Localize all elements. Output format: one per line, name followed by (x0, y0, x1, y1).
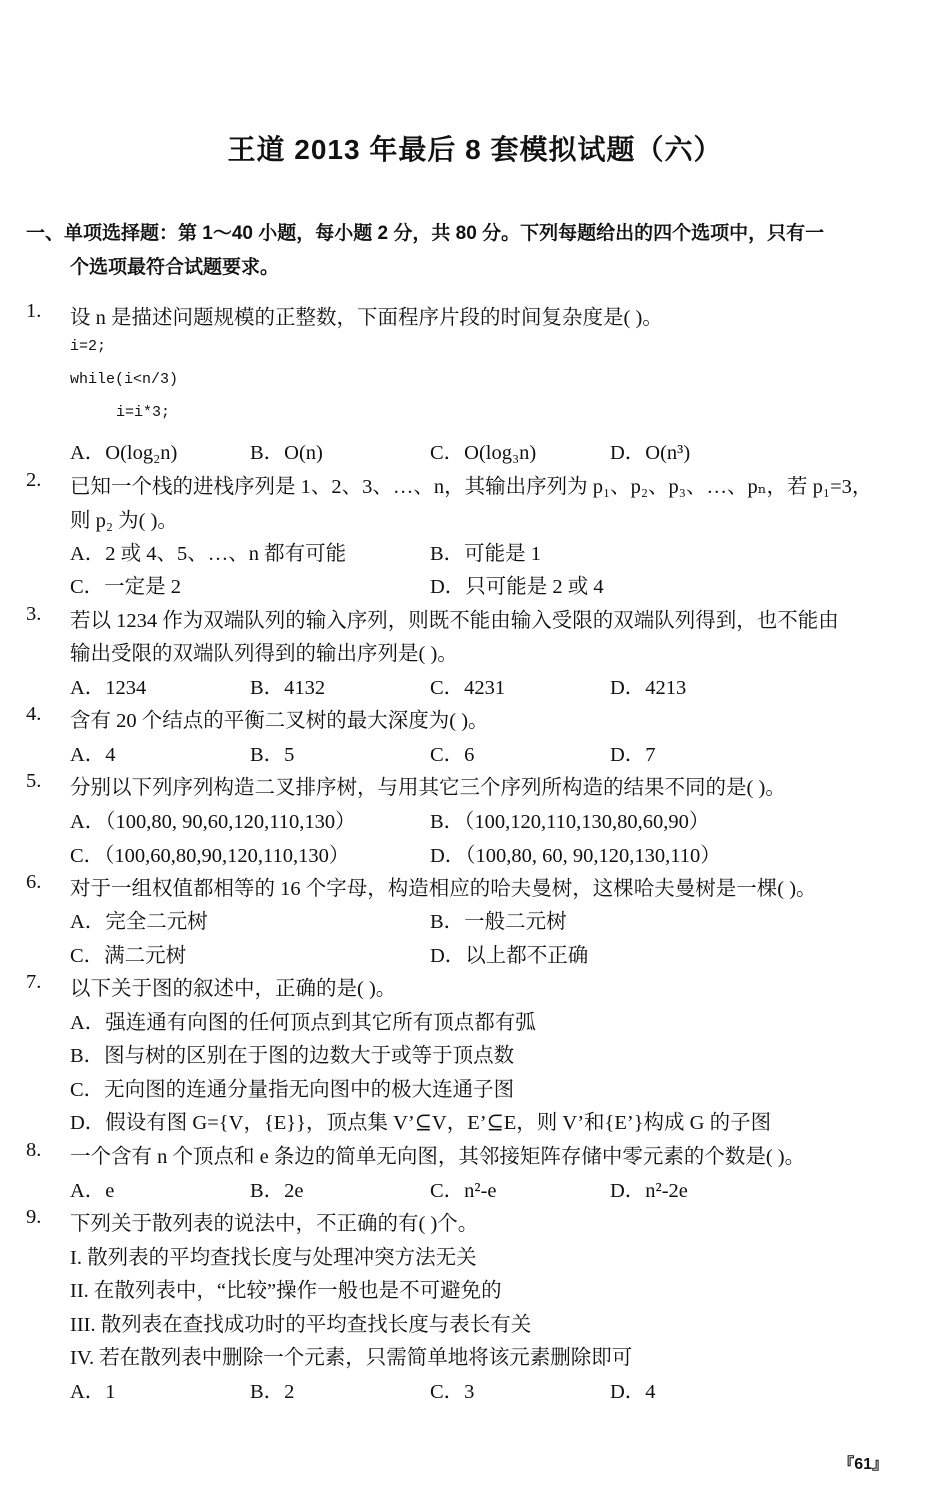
question-stem: 分别以下列序列构造二叉排序树，与用其它三个序列所构造的结果不同的是( )。 (70, 777, 786, 799)
statement-item: IV. 若在散列表中删除一个元素，只需简单地将该元素删除即可 (70, 1347, 633, 1369)
question-number: 6. (26, 871, 42, 893)
option-d: D．4213 (610, 677, 687, 699)
option-c: C．4231 (430, 677, 506, 699)
option-d: D．只可能是 2 或 4 (430, 576, 604, 598)
question-number: 7. (26, 971, 42, 993)
option-b: B．可能是 1 (430, 543, 542, 565)
question-stem-cont: 输出受限的双端队列得到的输出序列是( )。 (70, 643, 458, 665)
option-c: C．满二元树 (70, 945, 187, 967)
option-b: B．（100,120,110,130,80,60,90） (430, 811, 710, 833)
option-a: A．（100,80, 90,60,120,110,130） (70, 811, 356, 833)
option-c: C．6 (430, 744, 475, 766)
option-c: C．O(log₃n) (430, 442, 537, 464)
statement-item: III. 散列表在查找成功时的平均查找长度与表长有关 (70, 1314, 532, 1336)
option-a: A．4 (70, 744, 116, 766)
question-number: 8. (26, 1139, 42, 1161)
option-a: A．O(log₂n) (70, 442, 178, 464)
option-a: A．强连通有向图的任何顶点到其它所有顶点都有弧 (70, 1012, 536, 1034)
option-c: C．一定是 2 (70, 576, 182, 598)
page-number: 『61』 (838, 1456, 888, 1473)
option-d: D．7 (610, 744, 656, 766)
question-stem: 设 n 是描述问题规模的正整数，下面程序片段的时间复杂度是( )。 (70, 307, 663, 329)
question-stem: 以下关于图的叙述中，正确的是( )。 (70, 978, 397, 1000)
option-d: D．n²-2e (610, 1180, 688, 1202)
option-a: A．完全二元树 (70, 911, 208, 933)
question-stem: 若以 1234 作为双端队列的输入序列，则既不能由输入受限的双端队列得到，也不能由 (70, 610, 839, 632)
question-number: 3. (26, 603, 42, 625)
option-c: C．3 (430, 1381, 475, 1403)
question-stem: 下列关于散列表的说法中，不正确的有( )个。 (70, 1213, 479, 1235)
option-b: B．O(n) (250, 442, 323, 464)
option-c: C．（100,60,80,90,120,110,130） (70, 845, 350, 867)
option-a: A．1234 (70, 677, 147, 699)
question-number: 9. (26, 1206, 42, 1228)
statement-item: II. 在散列表中，“比较”操作一般也是不可避免的 (70, 1280, 502, 1302)
option-d: D．假设有图 G={V，{E}}，顶点集 V’⊆V，E’⊆E，则 V’和{E’}构成 G 的子图 (70, 1112, 772, 1134)
code-line: i=2; (70, 338, 107, 355)
question-stem: 对于一组权值都相等的 16 个字母，构造相应的哈夫曼树，这棵哈夫曼树是一棵( )。 (70, 878, 817, 900)
question-stem: 一个含有 n 个顶点和 e 条边的简单无向图，其邻接矩阵存储中零元素的个数是( )。 (70, 1146, 806, 1168)
option-b: B．4132 (250, 677, 326, 699)
question-stem-cont: 则 p₂ 为( )。 (70, 510, 178, 532)
option-a: A．e (70, 1180, 115, 1202)
option-b: B．2 (250, 1381, 295, 1403)
option-d: D．（100,80, 60, 90,120,130,110） (430, 845, 721, 867)
question-stem: 已知一个栈的进栈序列是 1、2、3、…、n，其输出序列为 p₁、p₂、p₃、…、pₙ，若 p₁=3， (70, 476, 873, 498)
page-title: 王道 2013 年最后 8 套模拟试题（六） (227, 134, 723, 165)
option-c: C．无向图的连通分量指无向图中的极大连通子图 (70, 1079, 515, 1101)
question-number: 2. (26, 469, 42, 491)
option-c: C．n²-e (430, 1180, 497, 1202)
question-number: 1. (26, 300, 42, 322)
option-d: D．以上都不正确 (430, 945, 589, 967)
section-heading: 一、单项选择题：第 1～40 小题，每小题 2 分，共 80 分。下列每题给出的四个选项中，只有一 (26, 223, 825, 244)
code-line: while(i<n/3) (70, 371, 179, 388)
question-stem: 含有 20 个结点的平衡二叉树的最大深度为( )。 (70, 710, 489, 732)
statement-item: I. 散列表的平均查找长度与处理冲突方法无关 (70, 1247, 477, 1269)
option-d: D．4 (610, 1381, 656, 1403)
option-d: D．O(n³) (610, 442, 691, 464)
question-number: 5. (26, 770, 42, 792)
code-line: i=i*3; (116, 404, 171, 421)
option-b: B．5 (250, 744, 295, 766)
option-b: B．2e (250, 1180, 304, 1202)
question-number: 4. (26, 703, 42, 725)
option-a: A．2 或 4、5、…、n 都有可能 (70, 543, 347, 565)
option-b: B．图与树的区别在于图的边数大于或等于顶点数 (70, 1045, 515, 1067)
section-heading-cont: 个选项最符合试题要求。 (70, 257, 280, 278)
option-b: B．一般二元树 (430, 911, 567, 933)
option-a: A．1 (70, 1381, 116, 1403)
